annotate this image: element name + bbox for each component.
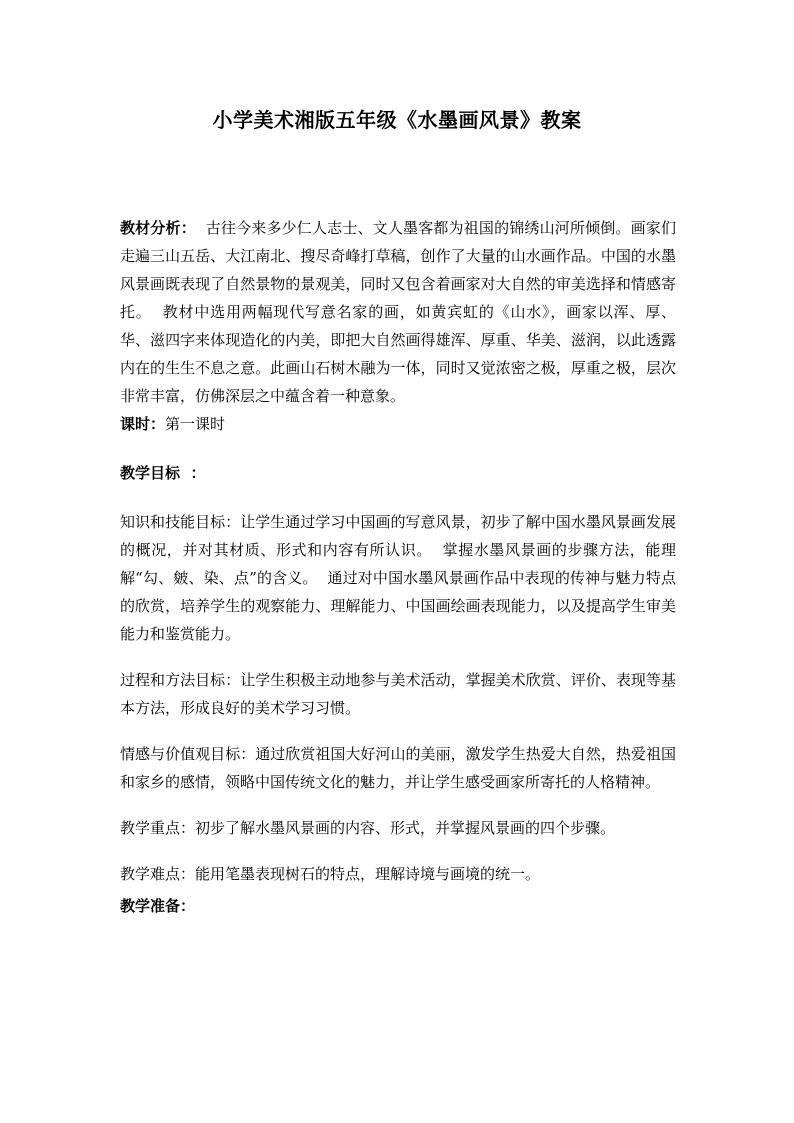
material-analysis-label: 教材分析： [120,219,196,237]
spacer [120,438,676,459]
difficulty-paragraph: 教学难点：能用笔墨表现树石的特点，理解诗境与画境的统一。 [120,865,541,883]
spacer [120,648,676,666]
material-analysis-text: 古往今来多少仁人志士、文人墨客都为祖国的锦绣山河所倾倒。画家们走遍三山五岳、大江南北、搜尽奇峰打草稿，创作了大量的山水画作品。中国的水墨风景画既表现了自然景物的景观美，同时又包含着画家对大自然的审美选择和情感寄托。 教材中选用两幅现代写意名家的画，如黄宾虹的《山水》，画家以浑、厚、华、滋四字来体现造化的内美，即把大自然画得雄浑、厚重、华美、滋润，以此透露内在的生生不息之意。此画山石树木融为一体，同时又觉浓密之极，厚重之极，层次非常丰富，仿佛深层之中蕴含着一种意象。 [120,219,676,405]
objectives-heading: 教学目标 ： [120,464,206,482]
spacer [120,842,676,860]
document-title: 小学美术湘版五年级《水墨画风景》教案 [212,108,582,132]
spacer [120,487,676,508]
preparation-heading: 教学准备： [120,897,196,915]
spacer [120,722,676,740]
knowledge-objective-paragraph: 知识和技能目标：让学生通过学习中国画的写意风景，初步了解中国水墨风景画发展的概况，并对其材质、形式和内容有所认识。 掌握水墨风景画的步骤方法，能理解“勾、皴、染、点”的含义。 通过对中国水墨风景画作品中表现的传神与魅力特点的欣赏，培养学生的观察能力、理解能力、中国画绘画表现能力，以及提高学生审美能力和鉴赏能力。 [120,513,676,643]
document-body [120,214,676,920]
material-analysis-paragraph [120,214,676,410]
spacer [120,796,676,814]
period-text: 第一课时 [165,415,226,433]
period-paragraph [120,410,676,438]
key-point-paragraph: 教学重点：初步了解水墨风景画的内容、形式，并掌握风景画的四个步骤。 [120,819,616,837]
period-label: 课时： [120,415,166,433]
emotion-objective-paragraph: 情感与价值观目标：通过欣赏祖国大好河山的美丽，激发学生热爱大自然，热爱祖国和家乡的感情，领略中国传统文化的魅力，并让学生感受画家所寄托的人格精神。 [120,745,676,791]
process-objective-paragraph: 过程和方法目标：让学生积极主动地参与美术活动，掌握美术欣赏、评价、表现等基本方法，形成良好的美术学习习惯。 [120,671,676,717]
